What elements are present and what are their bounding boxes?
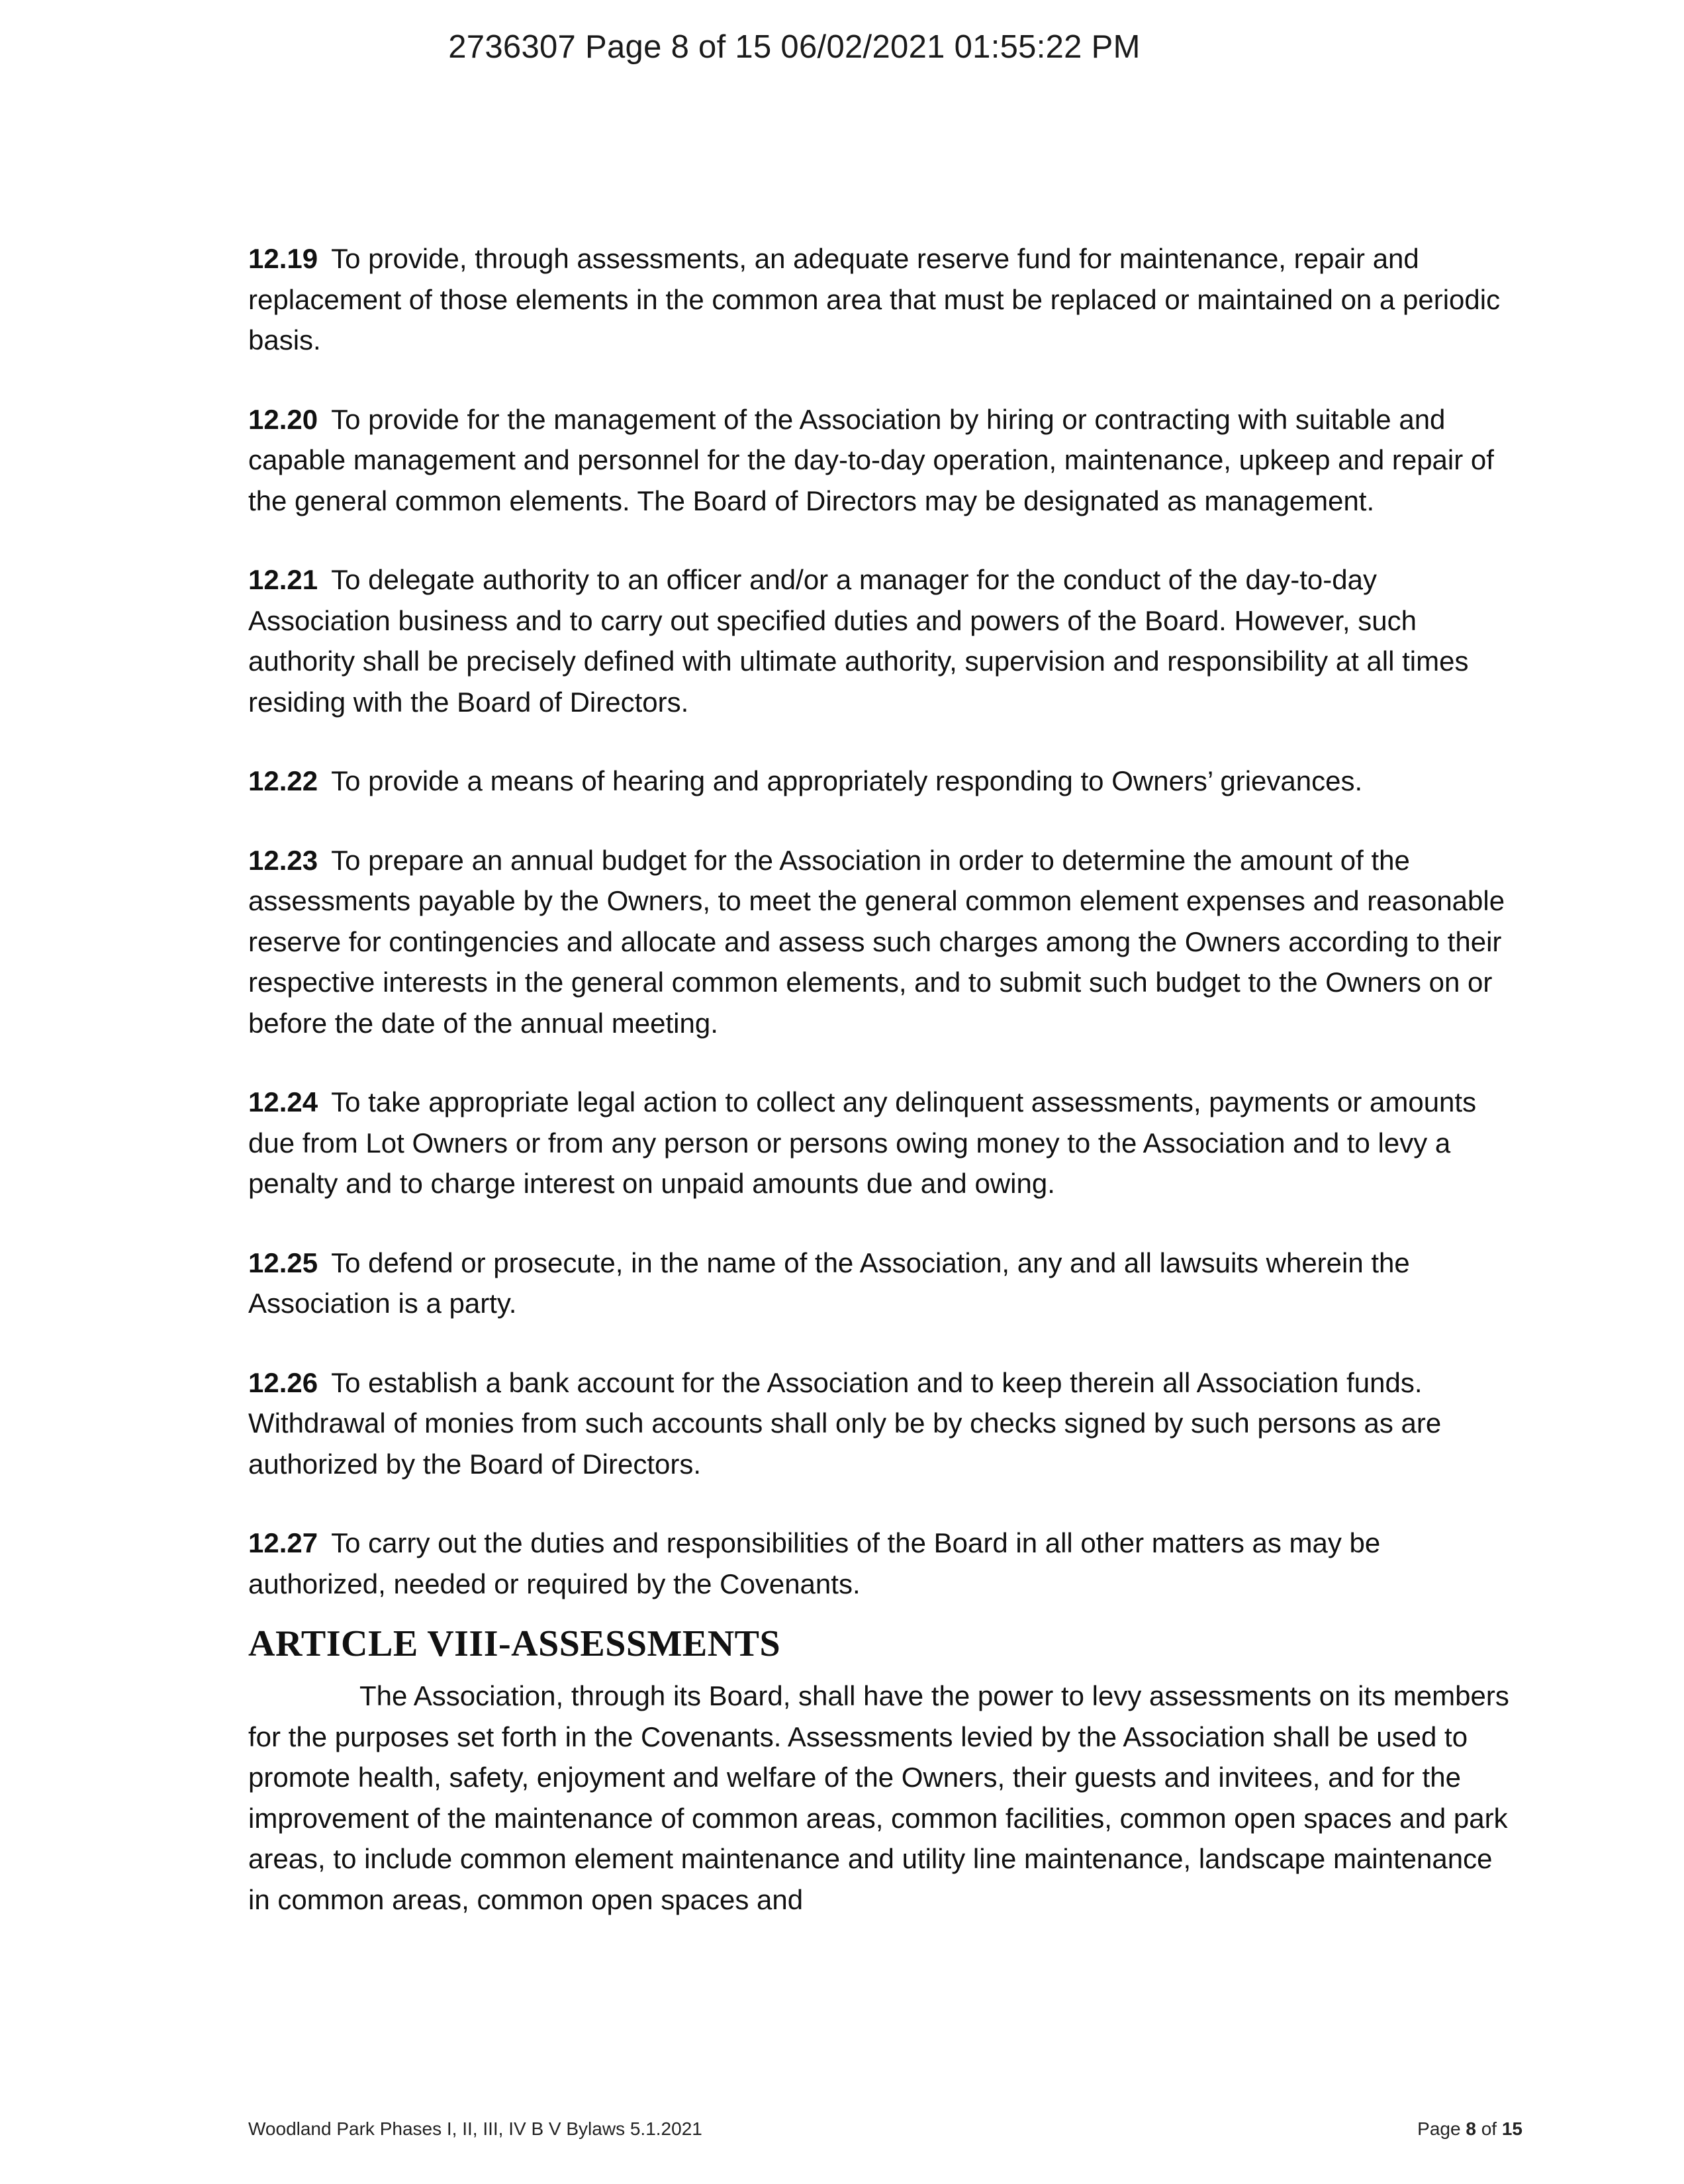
section-text: To provide for the management of the Association by hiring or contracting with suitable and capable management and personnel for the day-to-day operation, maintenance, upkeep and repair of the general common elements. The Board of Directors may be designated as management. (248, 403, 1494, 516)
page-current: 8 (1466, 2118, 1476, 2139)
section-12-22 (248, 761, 1509, 802)
page-of: of (1475, 2118, 1502, 2139)
section-text: To provide, through assessments, an adequate reserve fund for maintenance, repair and replacement of those elements in the common area that must be replaced or maintained on a periodic basis. (248, 243, 1501, 356)
section-12-25 (248, 1243, 1509, 1324)
article-body: The Association, through its Board, shall have the power to levy assessments on its members for the purposes set forth in the Covenants. Assessments levied by the Association shall be used to promote health, safety, enjoyment and welfare of the Owners, their guests and invitees, and for the improvement of the maintenance of common areas, common facilities, common open spaces and park areas, to include common element maintenance and utility line maintenance, landscape maintenance in common areas, common open spaces and (248, 1680, 1509, 1915)
footer-page-number (1417, 2116, 1522, 2142)
section-text: To prepare an annual budget for the Association in order to determine the amount of the assessments payable by the Owners, to meet the general common element expenses and reasonable reserve for contingencies and allocate and assess such charges among the Owners according to their respective interests in the general common elements, and to submit such budget to the Owners on or before the date of the annual meeting. (248, 844, 1505, 1039)
section-12-27 (248, 1523, 1509, 1604)
section-12-24 (248, 1082, 1509, 1204)
section-number: 12.25 (248, 1247, 318, 1278)
section-number: 12.23 (248, 844, 318, 876)
page-prefix: Page (1417, 2118, 1466, 2139)
section-number: 12.19 (248, 243, 318, 274)
article-heading: ARTICLE VIII-ASSESSMENTS (248, 1623, 781, 1664)
footer-document-title: Woodland Park Phases I, II, III, IV B V Bylaws 5.1.2021 (248, 2118, 702, 2139)
section-number: 12.22 (248, 765, 318, 796)
section-number: 12.20 (248, 403, 318, 435)
section-text: To take appropriate legal action to collect any delinquent assessments, payments or amounts due from Lot Owners or from any person or persons owing money to the Association and to levy a penalty and to charge interest on unpaid amounts due and owing. (248, 1086, 1477, 1199)
section-text: To provide a means of hearing and appropriately responding to Owners’ grievances. (331, 765, 1363, 796)
section-text: To delegate authority to an officer and/or a manager for the conduct of the day-to-day Association business and to carry out specified duties and powers of the Board. However, such authority shall be precisely defined with ultimate authority, supervision and responsibility at all times residing with the Board of Directors. (248, 564, 1469, 718)
section-text: To carry out the duties and responsibilities of the Board in all other matters as may be authorized, needed or required by the Covenants. (248, 1527, 1381, 1599)
recording-stamp: 2736307 Page 8 of 15 06/02/2021 01:55:22 PM (448, 29, 1141, 65)
section-number: 12.24 (248, 1086, 318, 1117)
section-12-21 (248, 559, 1509, 722)
page-total: 15 (1501, 2118, 1522, 2139)
section-12-19 (248, 238, 1509, 361)
section-12-26 (248, 1362, 1509, 1485)
section-text: To establish a bank account for the Association and to keep therein all Association funds. Withdrawal of monies from such accounts shall only be by checks signed by such persons as are authorized by the Board of Directors. (248, 1366, 1442, 1480)
section-number: 12.27 (248, 1527, 318, 1558)
document-body (248, 238, 1509, 1920)
section-number: 12.26 (248, 1366, 318, 1398)
section-12-20 (248, 399, 1509, 522)
section-12-23 (248, 840, 1509, 1044)
section-text: To defend or prosecute, in the name of the Association, any and all lawsuits wherein the Association is a party. (248, 1247, 1410, 1319)
section-number: 12.21 (248, 564, 318, 595)
